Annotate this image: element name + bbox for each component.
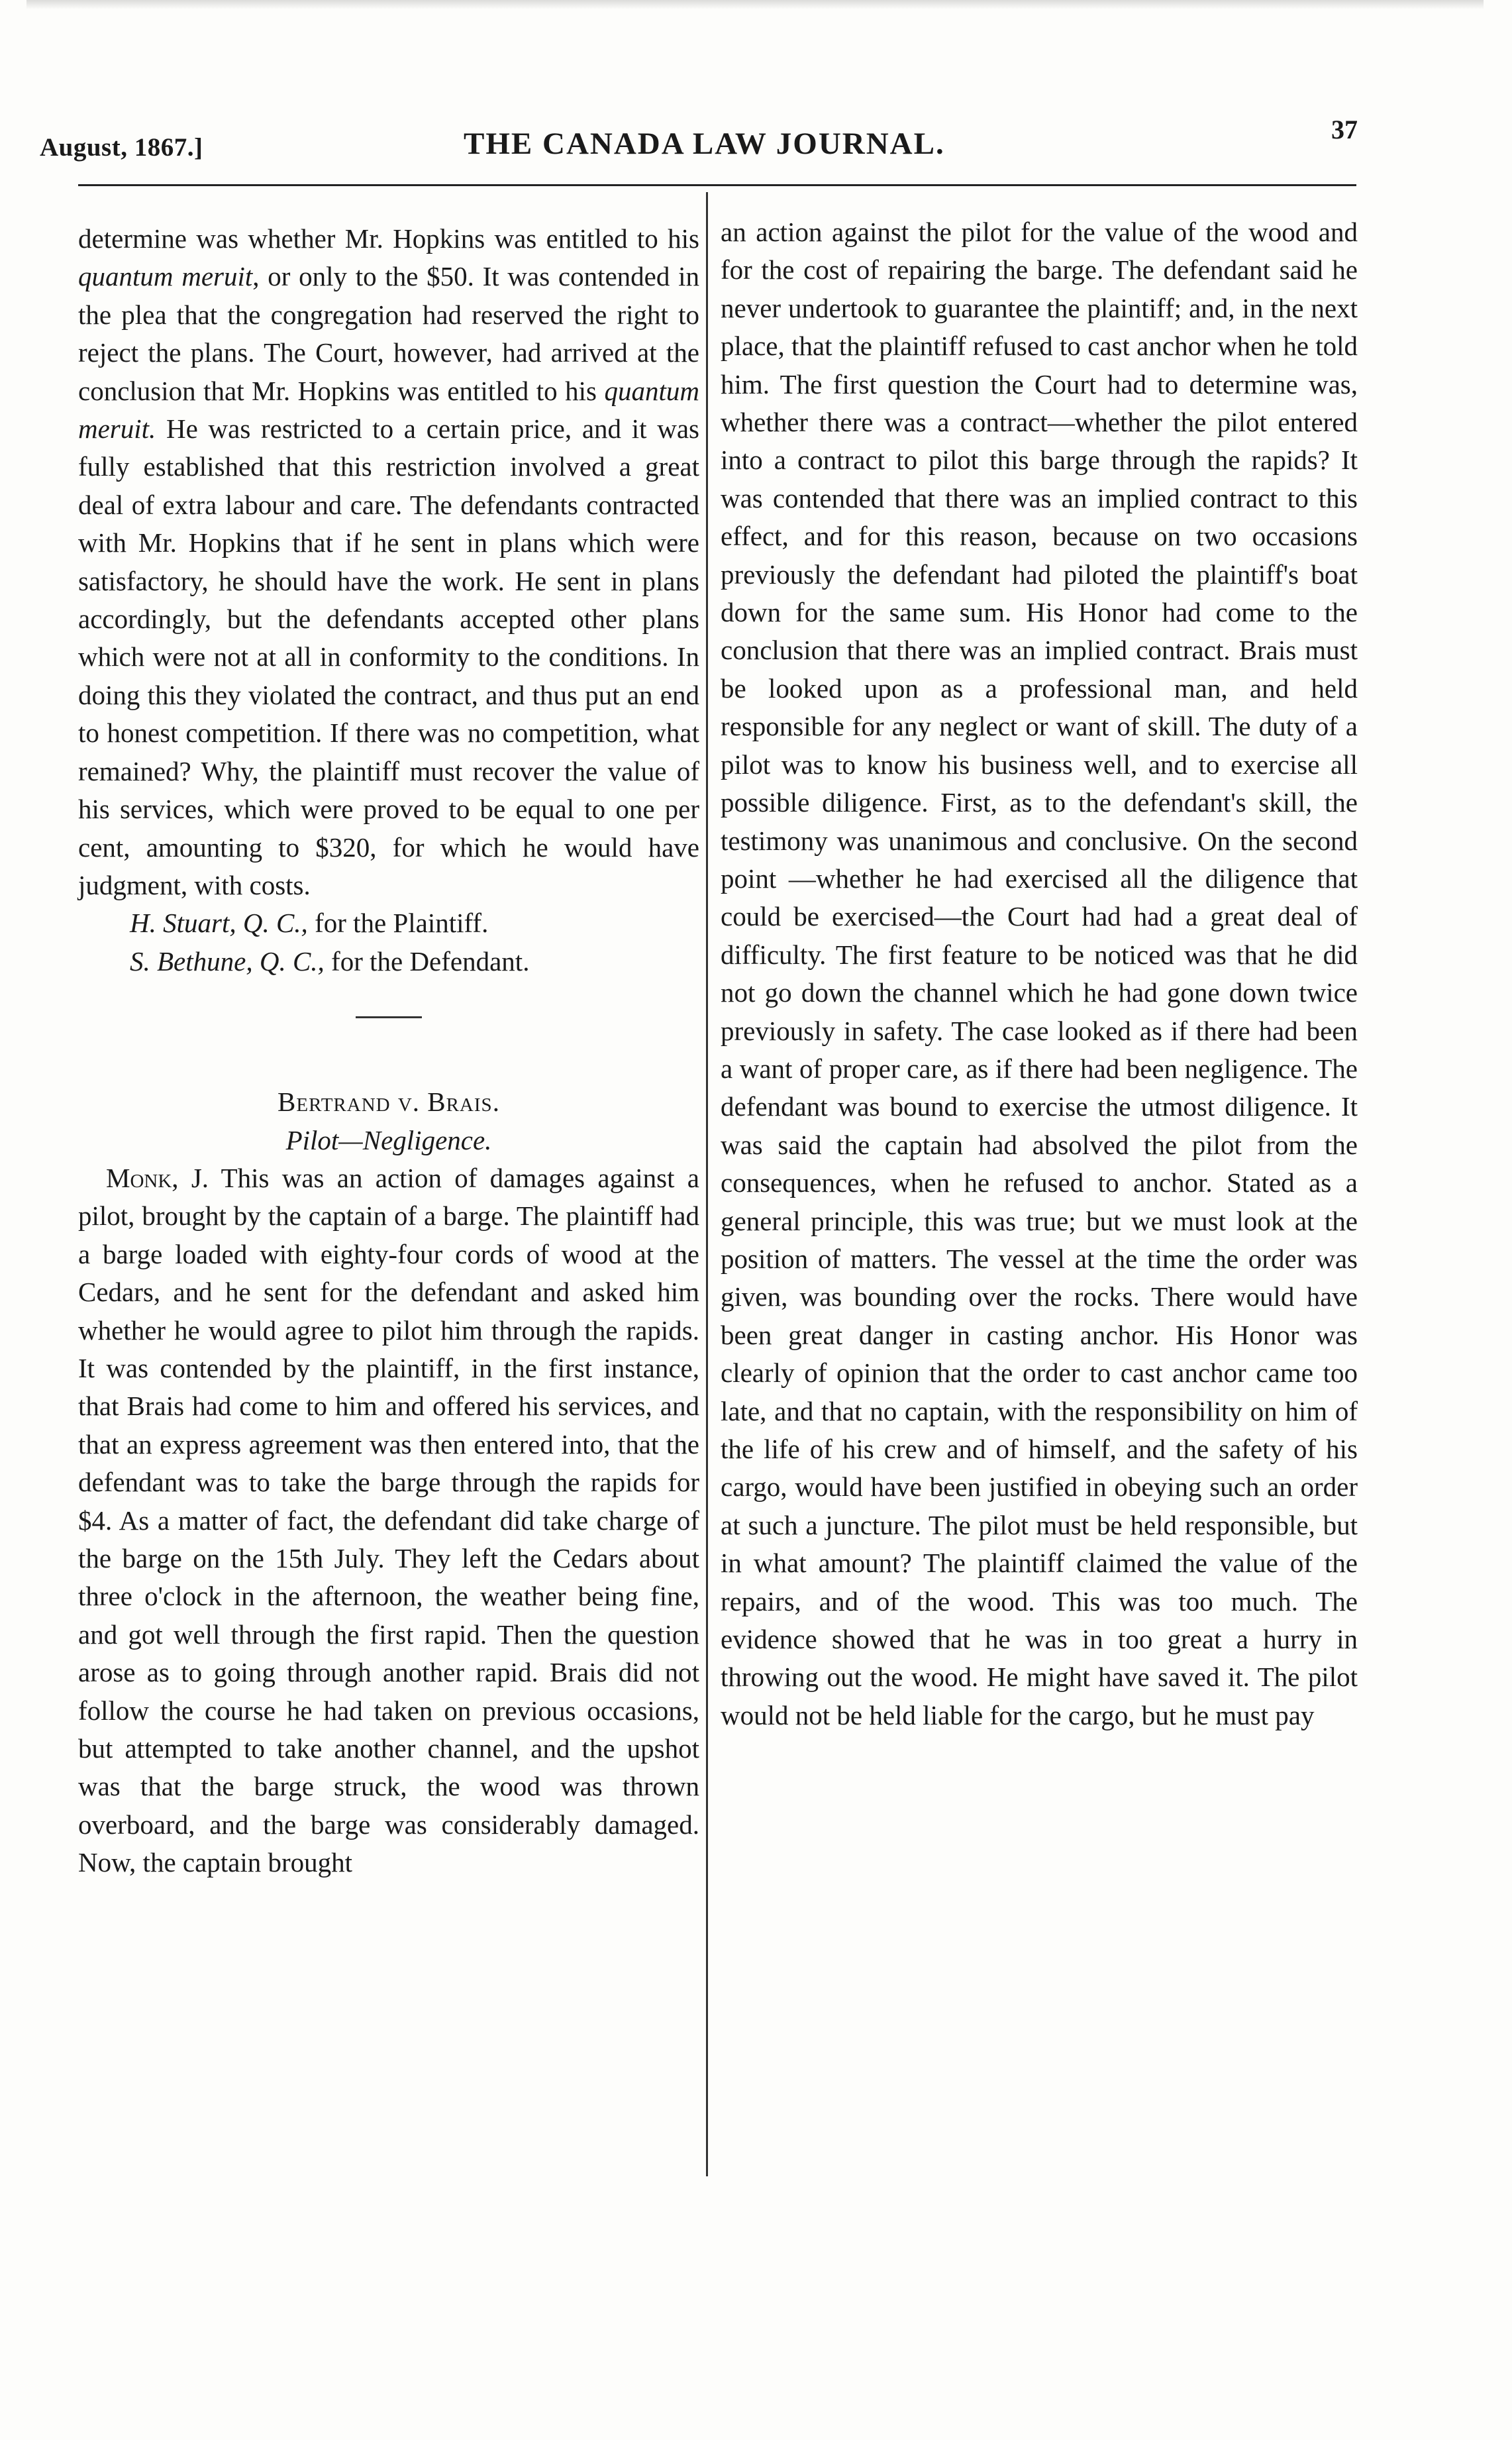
header-rule [78, 184, 1356, 186]
counsel-defendant [78, 943, 699, 981]
column-divider [706, 192, 708, 2176]
text-run: This was an action of damages against a pilot, brought by the captain of a barge. The plaintiff had a barge loaded with eighty-four cords of wood at the Cedars, and he sent for the defendant and asked him whether he would agree to pilot him through the rapids. It was contended by the plaintiff, in the first instance, that Brais had come to him and offered his services, and that an express agreement was then entered into, that the defendant was to take the barge through the rapids for $4. As a matter of fact, the defendant did take charge of the barge on the 15th July. They left the Cedars about three o'clock in the afternoon, the weather being fine, and got well through the first rapid. Then the question arose as to going through another rapid. Brais did not follow the course he had taken on previous occasions, but attempted to take another channel, and the upshot was that the barge struck, the wood was thrown overboard, and the barge was considerably damaged. Now, the captain brought [78, 1162, 699, 1878]
left-column [78, 220, 699, 1882]
text-run: determine was whether Mr. Hopkins was entitled to his [78, 223, 699, 254]
page-number: 37 [1331, 115, 1358, 144]
text-run: , or only to the $50. It was contended in the plea that the congregation had reserved the right to reject the plans. The Court, however, had arrived at the conclusion that Mr. Hopkins was entitled to his [78, 261, 699, 406]
counsel-name: H. Stuart, Q. C., [130, 908, 308, 939]
case-title: Bertrand v. Brais. [277, 1087, 500, 1118]
paragraph-hopkins-judgment [78, 220, 699, 904]
scan-edge-shadow [26, 0, 1484, 9]
counsel-role: for the Defendant. [324, 945, 530, 977]
case-subtitle: Pilot—Negligence. [285, 1124, 492, 1155]
text-run: He was restricted to a certain price, and it was fully established that this restriction involved a great deal of extra labour and care. The defendants contracted with Mr. Hopkins that if he sent in plans which were satisfactory, he should have the work. He sent in plans accordingly, but the defendants accepted other plans which were not at all in conformity to the conditions. In doing this they violated the contract, and thus put an end to honest competition. If there was no competition, what remained? Why, the plaintiff must recover the value of his services, which were proved to be equal to one per cent, amounting to $320, for which he would have judgment, with costs. [78, 413, 699, 900]
running-header [40, 114, 1358, 167]
right-column [721, 213, 1358, 1734]
latin-term: quantum meruit. [78, 375, 699, 445]
header-date: August, 1867.] [40, 133, 203, 162]
journal-title: THE CANADA LAW JOURNAL. [464, 127, 945, 161]
counsel-plaintiff [78, 904, 699, 942]
latin-term: quantum meruit [78, 261, 253, 292]
counsel-name: S. Bethune, Q. C., [130, 945, 325, 977]
paragraph-bertrand-brais [78, 1159, 699, 1882]
judge-name: Monk, J. [106, 1162, 209, 1193]
paragraph-continued: an action against the pilot for the value of the wood and for the cost of repairing the barge. The defendant said he never undertook to guarantee the plaintiff; and, in the next place, that the plaintiff refused to cast anchor when he told him. The first question the Court had to determine was, whether there was a contract—whether the pilot entered into a contract to pilot this barge through the rapids? It was contended that there was an implied contract to this effect, and for this reason, because on two occasions previously the defendant had piloted the plaintiff's boat down for the same sum. His Honor had come to the conclusion that there was an implied contract. Brais must be looked upon as a professional man, and held responsible for any neglect or want of skill. The duty of a pilot was to know his business well, and to exercise all possible diligence. First, as to the defendant's skill, the testimony was unanimous and conclusive. On the second point —whether he had exercised all the diligence that could be exercised—the Court had had a great deal of difficulty. The first feature to be noticed was that he did not go down the channel which he had gone down twice previously in safety. The case looked as if there had been a want of proper care, as if there had been negligence. The defendant was bound to exercise the utmost diligence. It was said the captain had absolved the pilot from the consequences, when he refused to anchor. Stated as a general principle, this was true; but we must look at the position of matters. The vessel at the time the order was given, was bounding over the rocks. There would have been great danger in casting anchor. His Honor was clearly of opinion that the order to cast anchor came too late, and that no captain, with the responsibility on him of the life of his crew and of himself, and the safety of his cargo, would have been justified in obeying such an order at such a juncture. The pilot must be held responsible, but in what amount? The plaintiff claimed the value of the repairs, and of the wood. This was too much. The evidence showed that he was in too great a hurry in throwing out the wood. He might have saved it. The pilot would not be held liable for the cargo, but he must pay [721, 217, 1358, 1730]
counsel-role: for the Plaintiff. [307, 908, 489, 939]
section-separator [356, 1016, 422, 1018]
